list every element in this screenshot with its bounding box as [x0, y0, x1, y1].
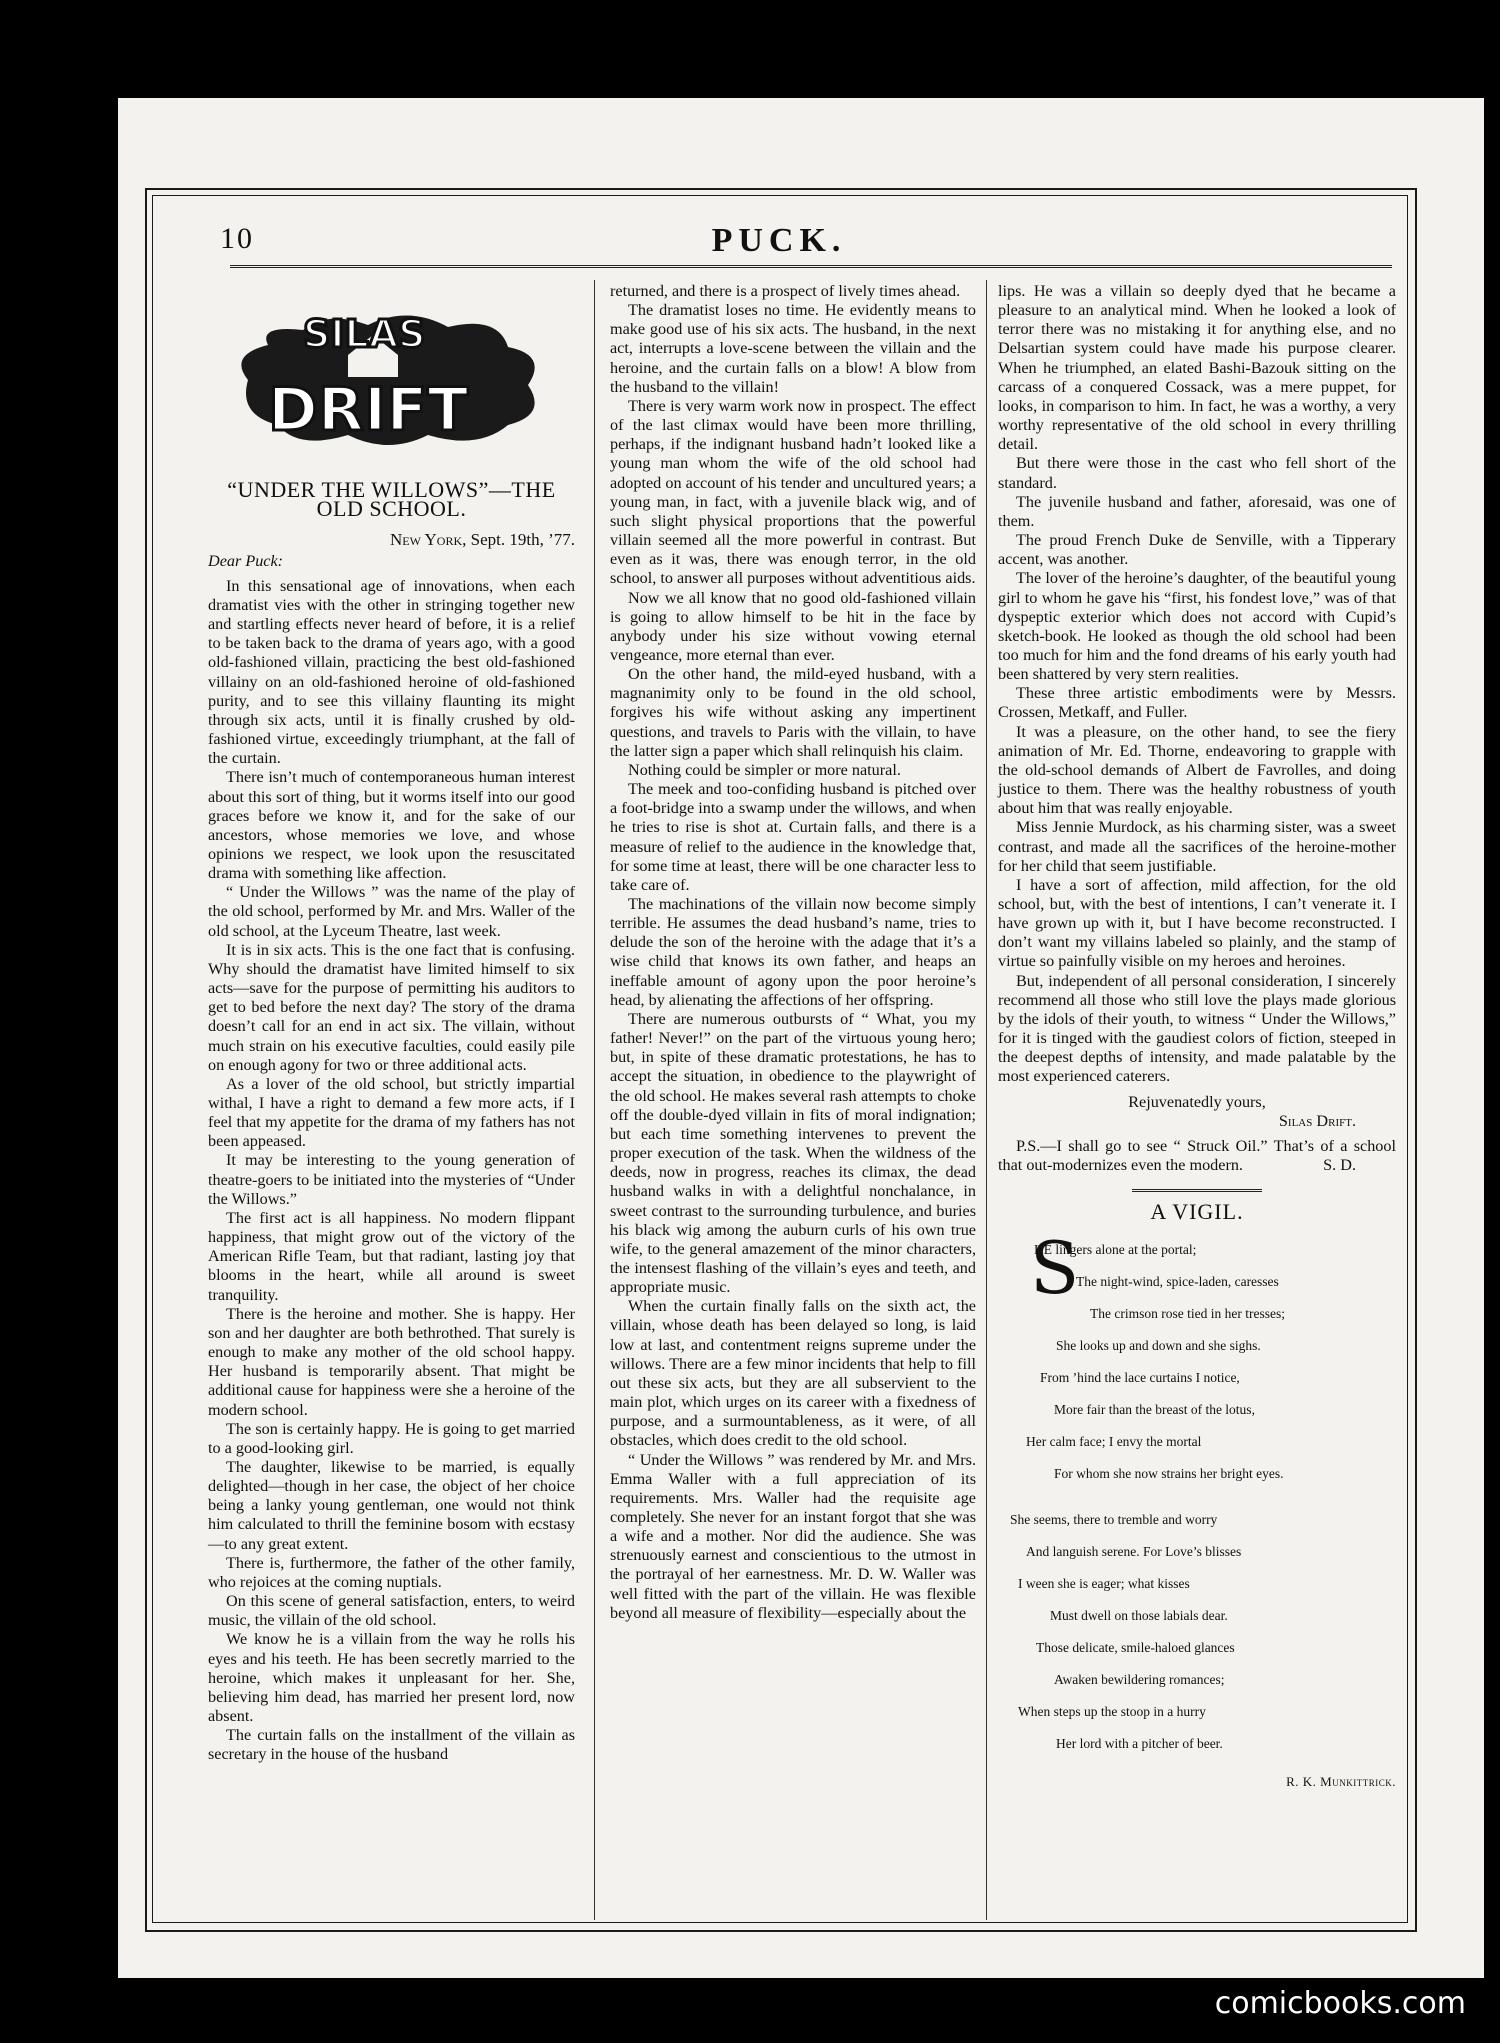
- poem-line: And languish serene. For Love’s blisses: [1026, 1543, 1242, 1559]
- paragraph: There are numerous outbursts of “ What, you my father! Never!” on the part of the virtuous young hero; but, in spite of these dramatic protestations, he has to accept the situation, in obedience to the playwright of the old school. He makes several rash attempts to choke off the double-dyed villain in fits of moral indignation; but each time something intervenes to prevent the proper execution of the task. When the wildness of the deeds, now in progress, reaches its climax, the dead husband walks in with a delightful nonchalance, in sweet contrast to the surrounding turbulence, and buries his black wig among the auburn curls of his own true wife, to the general amazement of the minor characters, the intensest flashing of the villain’s eyes and teeth, and appropriate music.: [610, 1009, 976, 1297]
- paragraph: On the other hand, the mild-eyed husband, with a magnanimity only to be found in the old school, forgives his wife without asking any impertinent questions, and travels to Paris with the villain, to have the latter sign a paper which shall relinquish his claim.: [610, 665, 976, 760]
- page-number: 10: [220, 222, 254, 255]
- poem-line: Those delicate, smile-haloed glances: [1036, 1639, 1235, 1655]
- paragraph: There is the heroine and mother. She is happy. Her son and her daughter are both bethrothed. That surely is enough to make any mother of the old school happy. Her husband is temporarily absent. That might be additional cause for happiness were she a heroine of the modern school.: [208, 1304, 575, 1419]
- paragraph: It was a pleasure, on the other hand, to see the fiery animation of Mr. Ed. Thorne, endeavoring to grapple with the old-school demands of Albert de Favrolles, and doing justice to them. There was the healthy robustness of youth about him that was really enjoyable.: [998, 722, 1396, 818]
- postscript-text: P.S.—I shall go to see “ Struck Oil.” That’s of a school that out-modernizes even the modern.: [998, 1136, 1396, 1175]
- column-divider-1: [594, 280, 595, 1920]
- watermark: comicbooks.com: [1214, 1986, 1466, 2021]
- paragraph: Miss Jennie Murdock, as his charming sister, was a sweet contrast, and made all the sacrifices of the heroine-mother for her child that seem justifiable.: [998, 818, 1396, 875]
- poem-line: More fair than the breast of the lotus,: [1054, 1401, 1255, 1417]
- poem-line: She looks up and down and she sighs.: [1056, 1337, 1261, 1353]
- poem-title: A VIGIL.: [1150, 1199, 1244, 1225]
- poem-line: Must dwell on those labials dear.: [1050, 1607, 1228, 1623]
- dateline-place: New York,: [389, 530, 467, 550]
- column-divider-2: [986, 280, 987, 1920]
- section-rule: [1132, 1189, 1262, 1192]
- paragraph: lips. He was a villain so deeply dyed that he became a pleasure to an analytical mind. When he looked a look of terror there was no mistaking it for anything else, and no Delsartian system could have made his purpose clearer. When he triumphed, an elated Bashi-Bazouk sitting on the carcass of a conquered Cossack, was a mere puppet, for looks, in comparison to him. In fact, he was a worthy, a very worthy representative of the old school in every thrilling detail.: [998, 282, 1396, 454]
- masthead: PUCK.: [711, 222, 847, 259]
- poem-line: She seems, there to tremble and worry: [1010, 1511, 1218, 1527]
- paragraph: There isn’t much of contemporaneous human interest about this sort of thing, but it worms itself into our good graces before we know it, and for the sake of our ancestors, whose memories we love, and whose opinions we respect, we look upon the resuscitated drama with something like affection.: [208, 768, 575, 883]
- paragraph: The proud French Duke de Senville, with a Tipperary accent, was another.: [998, 531, 1396, 569]
- paragraph: But there were those in the cast who fell short of the standard.: [998, 454, 1396, 492]
- poem-line: HE lingers alone at the portal;: [1034, 1241, 1197, 1257]
- salutation: Dear Puck:: [208, 551, 284, 570]
- poem-line: The night-wind, spice-laden, caresses: [1076, 1273, 1279, 1289]
- page-header: [160, 222, 1398, 266]
- paragraph: Nothing could be simpler or more natural.: [628, 760, 901, 779]
- paragraph: The machinations of the villain now become simply terrible. He assumes the dead husband’s name, tries to delude the son of the heroine with the adage that it’s a wise child that knows its own father, and heaps an ineffable amount of agony upon the poor heroine’s head, by alienating the affections of her offspring.: [610, 895, 976, 1009]
- paragraph: “ Under the Willows ” was the name of the play of the old school, performed by Mr. and Mrs. Waller of the old school, at the Lyceum Theatre, last week.: [208, 883, 575, 940]
- poem-line: Her calm face; I envy the mortal: [1026, 1433, 1202, 1449]
- article-title: “UNDER THE WILLOWS”—THE OLD SCHOOL.: [227, 477, 556, 522]
- paragraph: The meek and too-confiding husband is pitched over a foot-bridge into a swamp under the willows, and when he tries to rise is shot at. Curtain falls, and there is a measure of relief to the audience in the knowledge that, for some time at least, there will be one character less to take care of.: [610, 780, 976, 894]
- poem-drop-cap: S: [1030, 1225, 1080, 1310]
- paragraph: As a lover of the old school, but strictly impartial withal, I have a right to demand a few more acts, if I feel that my appetite for the drama of my fathers has not been appeased.: [208, 1074, 575, 1151]
- paragraph: The dramatist loses no time. He evidently means to make good use of his six acts. The husband, in the next act, interrupts a love-scene between the villain and the heroine, and the curtain falls on a blow! A blow from the husband to the villain!: [610, 301, 976, 396]
- signoff: Rejuvenatedly yours,: [1128, 1092, 1266, 1111]
- paragraph: The first act is all happiness. No modern flippant happiness, that might grow out of the victory of the American Rifle Team, but that radiant, lasting joy that blooms in the heart, while all around is sweet tranquility.: [208, 1208, 575, 1304]
- paragraph: But, independent of all personal consideration, I sincerely recommend all those who still love the plays made glorious by the idols of their youth, to witness “ Under the Willows,” for it is tinged with the gaudiest colors of fiction, steeped in the deepest depths of intensity, and made palatable by the most experienced caterers.: [998, 971, 1396, 1086]
- paragraph: I have a sort of affection, mild affection, for the old school, but, with the best of intentions, I can’t venerate it. I have grown up with it, but I have become reconstructed. I don’t want my villains labeled so plainly, and the stamp of virtue so painfully visible on my heroes and heroines.: [998, 875, 1396, 971]
- paragraph: The daughter, likewise to be married, is equally delighted—though in her case, the object of her choice being a lanky young gentleman, one would not think him calculated to thrill the feminine bosom with ecstasy—to any great extent.: [208, 1457, 575, 1553]
- paragraph: The juvenile husband and father, aforesaid, was one of them.: [998, 492, 1396, 530]
- paragraph: There is, furthermore, the father of the other family, who rejoices at the coming nuptials.: [208, 1553, 575, 1591]
- poem-line: When steps up the stoop in a hurry: [1018, 1703, 1206, 1719]
- paragraph: The lover of the heroine’s daughter, of the beautiful young girl to whom he gave his “first, his fondest love,” was of that dyspeptic exterior which does not accord with Cupid’s sketch-book. He looked as though the old school had been too much for him and the fond dreams of his early youth had been shattered by very stern realities.: [998, 569, 1396, 684]
- poem-line: I ween she is eager; what kisses: [1018, 1575, 1190, 1591]
- column-2: [610, 282, 976, 1623]
- paragraph: The curtain falls on the installment of the villain as secretary in the house of the husband: [208, 1726, 575, 1764]
- header-rule: [230, 265, 1392, 268]
- paragraph: Now we all know that no good old-fashioned villain is going to allow himself to be hit in the face by anybody under his size without vowing eternal vengeance, more eternal than ever.: [610, 588, 976, 664]
- paragraph: The son is certainly happy. He is going to get married to a good-looking girl.: [208, 1419, 575, 1457]
- signature: Silas Drift.: [1278, 1111, 1356, 1130]
- poem-line: From ’hind the lace curtains I notice,: [1040, 1369, 1240, 1385]
- logo-top-word: SILAS: [303, 312, 426, 356]
- paragraph: There is very warm work now in prospect. The effect of the last climax would have been more thrilling, perhaps, if the indignant husband hadn’t looked like a young man whom the wife of the old school had adopted on account of his tender and uncultured years; a young man, in fact, with a juvenile black wig, and of such slight physical proportions that the powerful villain seemed all the more powerful in contrast. But even as it was, there was enough terror, in the old school, to answer all purposes without adventitious aids.: [610, 396, 976, 588]
- paragraph: These three artistic embodiments were by Messrs. Crossen, Metkaff, and Fuller.: [998, 684, 1396, 722]
- postscript-initials: S. D.: [1323, 1156, 1356, 1175]
- poem: [998, 1225, 1396, 1760]
- logo-bottom-word: DRIFT: [268, 375, 469, 445]
- paragraph: “ Under the Willows ” was rendered by Mr. and Mrs. Emma Waller with a full appreciation of its requirements. Mrs. Waller had the requisite age completely. She never for an instant forgot that she was a wife and a mother. Nor did the audience. She was strenuously earnest and conscientious to the utmost in the portrayal of her earnestness. Mr. D. W. Waller was well fitted with the part of the villain. He was flexible beyond all measure of flexibility—especially about the: [610, 1450, 976, 1622]
- paragraph: It is in six acts. This is the one fact that is confusing. Why should the dramatist have limited himself to six acts—save for the purpose of permitting his auditors to get to bed before the next day? The story of the drama doesn’t call for an end in act six. The villain, without much strain on his executive faculties, could easily pile on enough agony for two or three additional acts.: [208, 940, 575, 1074]
- poem-line: For whom she now strains her bright eyes.: [1054, 1465, 1284, 1481]
- silas-drift-logo: [208, 285, 575, 465]
- dateline-date: Sept. 19th, ’77.: [470, 530, 575, 550]
- paragraph: returned, and there is a prospect of lively times ahead.: [610, 282, 961, 300]
- poem-author: R. K. Munkittrick.: [1286, 1773, 1396, 1789]
- poem-line: Her lord with a pitcher of beer.: [1056, 1735, 1223, 1751]
- column-1: [208, 285, 575, 1764]
- paragraph: When the curtain finally falls on the sixth act, the villain, whose death has been delayed so long, is laid low at last, and contentment reigns supreme under the willows. There are a few minor incidents that help to fill out these six acts, but they are all subservient to the main plot, which urges on its career with a fixedness of purpose, and a surmountableness, as it were, of all obstacles, which does credit to the old school.: [610, 1297, 976, 1450]
- paragraph: On this scene of general satisfaction, enters, to weird music, the villain of the old school.: [208, 1592, 575, 1630]
- paragraph: It may be interesting to the young generation of theatre-goers to be initiated into the mysteries of “Under the Willows.”: [208, 1151, 575, 1208]
- column-3: [998, 282, 1396, 1791]
- dateline: [208, 530, 575, 549]
- postscript: [998, 1137, 1396, 1175]
- poem-line: Awaken bewildering romances;: [1054, 1671, 1225, 1687]
- poem-line: The crimson rose tied in her tresses;: [1090, 1305, 1285, 1321]
- paragraph: We know he is a villain from the way he rolls his eyes and his teeth. He has been secretly married to the heroine, which makes it unpleasant for her. She, believing him dead, has married her present lord, now absent.: [208, 1630, 575, 1725]
- paragraph: In this sensational age of innovations, when each dramatist vies with the other in stringing together new and startling effects never heard of before, it is a relief to be taken back to the drama of years ago, with a good old-fashioned villain, practicing the best old-fashioned villainy on an old-fashioned heroine of old-fashioned purity, and to see this villainy flaunting its might through six acts, until it is finally crushed by old-fashioned virtue, exceedingly triumphant, at the fall of the curtain.: [208, 576, 575, 768]
